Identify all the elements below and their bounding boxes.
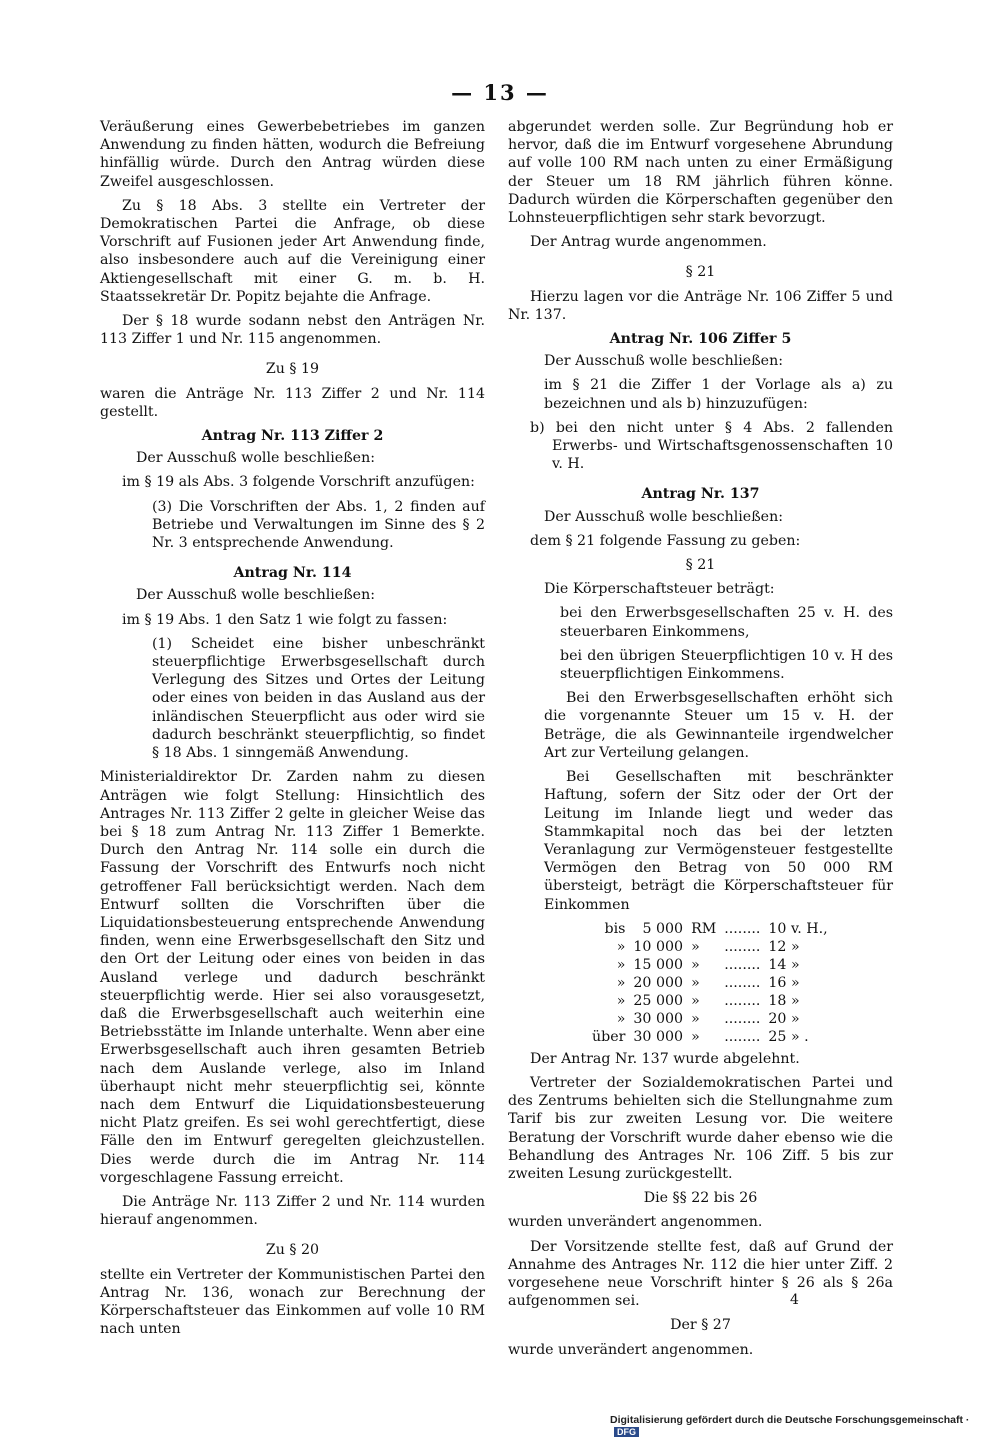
tariff-rate: 16 » <box>768 974 800 991</box>
left-column <box>100 118 485 1344</box>
tariff-unit: » <box>691 938 700 955</box>
tariff-row <box>588 974 832 992</box>
footer-credit <box>610 1414 1000 1438</box>
paragraph: Der Vorsitzende stellte fest, daß auf Grund der Annahme des Antrages Nr. 112 die hier unter Ziff. 2 vorgesehene neue Vorschrift hinter § 26 als § 26a aufgenommen sei. <box>508 1238 893 1310</box>
tariff-amount: 20 000 <box>633 974 684 991</box>
tariff-unit: RM <box>691 920 717 937</box>
tariff-amount: 30 000 <box>633 1010 684 1027</box>
motion-line: Der Ausschuß wolle beschließen: <box>136 587 375 604</box>
motion-text: bei den übrigen Steuerpflichtigen 10 v. H des steuerpflichtigen Einkommens. <box>560 647 893 683</box>
tariff-unit: » <box>691 992 700 1009</box>
tariff-prefix: » <box>616 992 626 1009</box>
tariff-row <box>588 920 832 938</box>
tariff-unit: » <box>691 1028 700 1045</box>
tariff-prefix: » <box>616 956 626 973</box>
paragraph: Vertreter der Sozialdemokratischen Partei und des Zentrums behielten sich die Stellungnahme zum Tarif bis zur zweiten Lesung vor. Die weitere Beratung der Vorschrift wurde daher ebenso wie die Behandlung des Antrages Nr. 106 Ziff. 5 bis zur zweiten Lesung zurückgestellt. <box>508 1074 893 1182</box>
tariff-rate: 25 » . <box>768 1028 809 1045</box>
page-number: — 13 — <box>451 80 549 105</box>
paragraph: Die Anträge Nr. 113 Ziffer 2 und Nr. 114 wurden hierauf angenommen. <box>100 1193 485 1229</box>
tax-rate-table <box>588 920 832 1046</box>
tariff-rate: 20 » <box>768 1010 800 1027</box>
tariff-prefix: » <box>616 1010 626 1027</box>
tariff-dots: ........ <box>724 992 761 1009</box>
motion-line: Der Ausschuß wolle beschließen: <box>544 353 783 370</box>
section-heading: Die §§ 22 bis 26 <box>643 1190 758 1207</box>
paragraph: stellte ein Vertreter der Kommunistischen Partei den Antrag Nr. 136, wonach zur Berechnung der Körperschaftsteuer das Einkommen auf volle 10 RM nach unten <box>100 1266 485 1338</box>
tariff-unit: » <box>691 1010 700 1027</box>
tariff-unit: » <box>691 956 700 973</box>
tariff-prefix: bis <box>604 920 626 937</box>
tariff-rate: 18 » <box>768 992 800 1009</box>
section-heading: Der § 27 <box>670 1317 731 1334</box>
motion-heading: Antrag Nr. 114 <box>233 565 352 582</box>
motion-line: im § 21 die Ziffer 1 der Vorlage als a) zu bezeichnen und als b) hinzuzufügen: <box>544 377 893 412</box>
signature-mark: 4 <box>790 1292 799 1308</box>
paragraph: wurden unverändert angenommen. <box>508 1214 763 1231</box>
motion-line: im § 19 als Abs. 3 folgende Vorschrift anzufügen: <box>122 474 475 491</box>
tariff-row <box>588 1028 832 1046</box>
motion-line: Der Ausschuß wolle beschließen: <box>544 508 783 525</box>
tariff-dots: ........ <box>724 956 761 973</box>
motion-text: bei den Erwerbsgesellschaften 25 v. H. des steuerbaren Einkommens, <box>560 605 893 640</box>
motion-text: Bei den Erwerbsgesellschaften erhöht sich die vorgenannte Steuer um 15 v. H. der Beträge, die als Gewinnanteile irgendwelcher Art zur Verteilung gelangen. <box>544 690 893 761</box>
tariff-dots: ........ <box>724 1028 761 1045</box>
tariff-prefix: » <box>616 974 626 991</box>
tariff-row <box>588 956 832 974</box>
tariff-unit: » <box>691 974 700 991</box>
tariff-prefix: über <box>592 1028 626 1045</box>
tariff-dots: ........ <box>724 920 761 937</box>
paragraph: abgerundet werden solle. Zur Begründung hob er hervor, daß die im Entwurf vorgesehene Abrundung auf volle 100 RM nach unten zu einer Ermäßigung der Steuer um 18 RM jährlich führen könne. Dadurch würden die Körperschaften gegenüber den Lohnsteuerpflichtigen sehr stark bevorzugt. <box>508 119 893 227</box>
tariff-amount: 15 000 <box>633 956 684 973</box>
paragraph: waren die Anträge Nr. 113 Ziffer 2 und Nr. 114 gestellt. <box>100 385 485 420</box>
section-heading: § 21 <box>685 557 716 574</box>
tariff-prefix: » <box>616 938 626 955</box>
paragraph: Der § 18 wurde sodann nebst den Anträgen Nr. 113 Ziffer 1 und Nr. 115 angenommen. <box>100 313 485 348</box>
tariff-dots: ........ <box>724 938 761 955</box>
motion-heading: Antrag Nr. 113 Ziffer 2 <box>201 428 384 445</box>
tariff-rate: 14 » <box>768 956 800 973</box>
tariff-row <box>588 1010 832 1028</box>
motion-text: Bei Gesellschaften mit beschränkter Haftung, sofern der Sitz oder der Ort der Leitung im Inlande liegt und weder das Stammkapital noch das bei der letzten Veranlagung zur Vermögensteuer festgestellte Vermögen den Betrag von 50 000 RM übersteigt, beträgt die Körperschaftsteuer für Einkommen <box>544 769 893 913</box>
paragraph: Veräußerung eines Gewerbebetriebes im ganzen Anwendung zu finden hätten, wodurch die Befreiung hinfällig würde. Durch den Antrag würden diese Zweifel ausgeschlossen. <box>100 119 485 190</box>
motion-line: Der Ausschuß wolle beschließen: <box>136 450 375 467</box>
motion-text: (3) Die Vorschriften der Abs. 1, 2 finden auf Betriebe und Verwaltungen im Sinne des § 2 Nr. 3 entsprechende Anwendung. <box>152 498 485 552</box>
tariff-row <box>588 938 832 956</box>
tariff-amount: 5 000 <box>642 920 684 937</box>
motion-line: Die Körperschaftsteuer beträgt: <box>544 581 775 598</box>
paragraph: Hierzu lagen vor die Anträge Nr. 106 Ziffer 5 und Nr. 137. <box>508 288 893 323</box>
motion-heading: Antrag Nr. 106 Ziffer 5 <box>609 331 792 348</box>
tariff-rate: 10 v. H., <box>768 920 828 937</box>
paragraph: Der Antrag Nr. 137 wurde abgelehnt. <box>530 1050 800 1067</box>
tariff-amount: 25 000 <box>633 992 684 1009</box>
paragraph: wurde unverändert angenommen. <box>508 1341 754 1358</box>
tariff-dots: ........ <box>724 1010 761 1027</box>
motion-line: dem § 21 folgende Fassung zu geben: <box>530 532 801 549</box>
section-heading: § 21 <box>685 264 716 281</box>
tariff-row <box>588 992 832 1010</box>
tariff-rate: 12 » <box>768 938 800 955</box>
tariff-amount: 30 000 <box>633 1028 684 1045</box>
tariff-amount: 10 000 <box>633 938 684 955</box>
motion-text: b) bei den nicht unter § 4 Abs. 2 fallenden Erwerbs- und Wirtschaftsgenossenschaften 10 v. H. <box>530 419 893 473</box>
paragraph: Zu § 18 Abs. 3 stellte ein Vertreter der Demokratischen Partei die Anfrage, ob diese Vorschrift auf Fusionen jeder Art Anwendung finde, also insbesondere auch auf die Vereinigung einer Aktiengesellschaft mit einer G. m. b. H. Staatssekretär Dr. Popitz bejahte die Anfrage. <box>100 197 485 305</box>
dfg-logo: DFG <box>614 1427 639 1437</box>
right-column <box>508 118 893 1365</box>
motion-text: (1) Scheidet eine bisher unbeschränkt steuerpflichtige Erwerbsgesellschaft durch Verlegung des Sitzes und Ortes der Leitung oder eines von beiden in das Ausland aus der inländischen Steuerpflicht aus oder wird sie dadurch beschränkt steuerpflichtig, so findet § 18 Abs. 1 sinngemäß Anwendung. <box>152 635 485 762</box>
paragraph: Der Antrag wurde angenommen. <box>530 234 767 251</box>
section-heading: Zu § 20 <box>265 1242 320 1259</box>
tariff-dots: ........ <box>724 974 761 991</box>
motion-heading: Antrag Nr. 137 <box>641 486 760 503</box>
motion-line: im § 19 Abs. 1 den Satz 1 wie folgt zu fassen: <box>122 611 448 628</box>
paragraph: Ministerialdirektor Dr. Zarden nahm zu diesen Anträgen wie folgt Stellung: Hinsichtlich des Antrages Nr. 113 Ziffer 2 gelte in gleicher Weise das bei § 18 zum Antrag Nr. 113 Ziffer 1 Bemerkte. Durch den Antrag Nr. 114 solle ein durch die Fassung der Vorschrift des Entwurfs noch nicht getroffener Fall berücksichtigt werden. Nach dem Entwurf sollten die Vorschriften über die Liquidationsbesteuerung entsprechende Anwendung finden, wenn eine Erwerbsgesellschaft den Sitz und den Ort der Leitung oder eines von beiden in das Ausland verlege und dadurch beschränkt steuerpflichtig werde. Hier sei also vorausgesetzt, daß die Erwerbsgesellschaft auch weiterhin eine Betriebsstätte im Inlande unterhalte. Wenn aber eine Erwerbsgesellschaft auch ihren gesamten Betrieb nach dem Auslande verlege, also im Inland überhaupt nicht mehr steuerpflichtig sei, könnte nach dem Entwurf die Liquidationsbesteuerung nicht Platz greifen. Es sei wohl gerechtfertigt, diese Fälle den im Entwurf geregelten gleichzustellen. Dies werde durch die im Antrag Nr. 114 vorgeschlagene Fassung erreicht. <box>100 769 485 1186</box>
footer-text: Digitalisierung gefördert durch die Deutsche Forschungsgemeinschaft · <box>610 1414 970 1426</box>
section-heading: Zu § 19 <box>265 361 320 378</box>
